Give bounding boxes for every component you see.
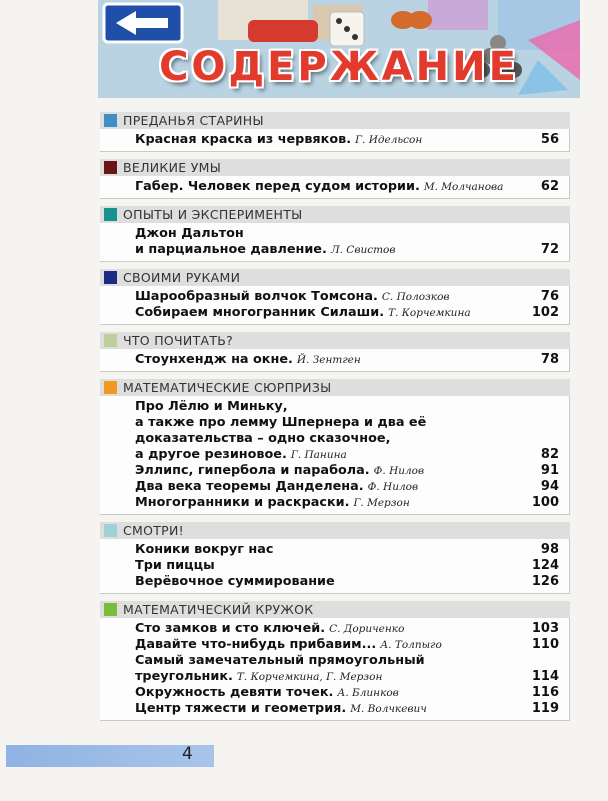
entry-page-number: 103: [531, 621, 559, 636]
section-body: [100, 223, 570, 262]
section-title: ПРЕДАНЬЯ СТАРИНЫ: [123, 113, 264, 128]
section-color-square-icon: [104, 208, 117, 221]
entry-title-line: Про Лёлю и Миньку,: [135, 399, 288, 414]
entry-author: Г. Панина: [290, 449, 347, 461]
entry-title: [135, 226, 533, 258]
entry-title-line: Многогранники и раскраски.: [135, 495, 350, 510]
toc-entry[interactable]: [100, 637, 559, 653]
entry-page-number: 76: [540, 289, 559, 304]
entry-page-number: 91: [540, 463, 559, 478]
entry-title: [135, 621, 524, 637]
entry-title: [135, 132, 533, 148]
section-title: СМОТРИ!: [123, 523, 184, 538]
entry-title-line: Верёвочное суммирование: [135, 574, 335, 589]
entry-title-line: Красная краска из червяков.: [135, 132, 352, 147]
toc-entry[interactable]: [100, 653, 559, 685]
entry-title-line: Собираем многогранник Силаши.: [135, 305, 385, 320]
entry-title: [135, 352, 533, 368]
arrow-sign-icon: [104, 4, 182, 42]
entry-author: Ф. Нилов: [367, 481, 419, 493]
section-header: [100, 332, 570, 349]
section-body: [100, 396, 570, 515]
entry-title-line: Стоунхендж на окне.: [135, 352, 293, 367]
entry-author: Г. Идельсон: [355, 134, 423, 146]
toc-entry[interactable]: [100, 463, 559, 479]
section-header: [100, 206, 570, 223]
entry-title-line: Самый замечательный прямоугольный: [135, 653, 425, 668]
entry-title: [135, 399, 533, 463]
entry-author: Ф. Нилов: [373, 465, 425, 477]
entry-title-line: Центр тяжести и геометрия.: [135, 701, 347, 716]
entry-title-line: Шарообразный волчок Томсона.: [135, 289, 378, 304]
section-title: МАТЕМАТИЧЕСКИЙ КРУЖОК: [123, 602, 314, 617]
entry-author: А. Толпыго: [380, 639, 442, 651]
entry-page-number: 126: [531, 574, 559, 589]
section-color-square-icon: [104, 271, 117, 284]
entry-author: Л. Свистов: [330, 244, 396, 256]
entry-author: А. Блинков: [337, 687, 399, 699]
toc-entry[interactable]: [100, 305, 559, 321]
toc-entry[interactable]: [100, 701, 559, 717]
entry-title: [135, 701, 524, 717]
entry-title: [135, 479, 533, 495]
car-icon: [248, 20, 318, 42]
entry-title-line: Три пиццы: [135, 558, 215, 573]
section-header: [100, 159, 570, 176]
entry-page-number: 94: [540, 479, 559, 494]
section-body: [100, 618, 570, 721]
page-number: 4: [182, 744, 193, 764]
toc-section: [100, 522, 570, 594]
entry-title-line: Эллипс, гипербола и парабола.: [135, 463, 370, 478]
section-title: СВОИМИ РУКАМИ: [123, 270, 241, 285]
toc-entry[interactable]: [100, 574, 559, 590]
entry-page-number: 82: [540, 447, 559, 462]
section-header: [100, 601, 570, 618]
entry-title-line: и парциальное давление.: [135, 242, 327, 257]
header-banner: [98, 0, 580, 98]
entry-author: С. Полозков: [381, 291, 450, 303]
toc-section: [100, 206, 570, 262]
section-body: [100, 539, 570, 594]
section-title: ЧТО ПОЧИТАТЬ?: [123, 333, 234, 348]
entry-author: Г. Мерзон: [353, 497, 410, 509]
entry-title: [135, 653, 524, 685]
entry-author: Т. Корчемкина: [388, 307, 471, 319]
entry-title-line: Два века теоремы Данделена.: [135, 479, 364, 494]
entry-page-number: 62: [540, 179, 559, 194]
entry-title: [135, 637, 524, 653]
toc-entry[interactable]: [100, 132, 559, 148]
toc-entry[interactable]: [100, 542, 559, 558]
toc-section: [100, 112, 570, 152]
entry-title-line: доказательства – одно сказочное,: [135, 431, 391, 446]
entry-title: [135, 495, 524, 511]
dice-icon: [330, 12, 364, 46]
toc-entry[interactable]: [100, 399, 559, 463]
section-color-square-icon: [104, 114, 117, 127]
toc-entry[interactable]: [100, 621, 559, 637]
toc-entry[interactable]: [100, 289, 559, 305]
entry-author: Й. Зентген: [296, 354, 361, 366]
toc-entry[interactable]: [100, 179, 559, 195]
section-color-square-icon: [104, 603, 117, 616]
entry-title: [135, 289, 533, 305]
entry-title-line: Джон Дальтон: [135, 226, 244, 241]
section-body: [100, 349, 570, 372]
entry-author: Т. Корчемкина, Г. Мерзон: [236, 671, 383, 683]
page-title: СОДЕРЖАНИЕ: [159, 44, 519, 90]
entry-title: [135, 542, 533, 558]
entry-page-number: 119: [531, 701, 559, 716]
entry-title-line: Габер. Человек перед судом истории.: [135, 179, 420, 194]
entry-author: М. Молчанова: [423, 181, 504, 193]
entry-title-line: а также про лемму Шпернера и два её: [135, 415, 427, 430]
toc-section: [100, 269, 570, 325]
entry-page-number: 98: [540, 542, 559, 557]
entry-page-number: 100: [531, 495, 559, 510]
entry-author: С. Дориченко: [329, 623, 405, 635]
entry-title: [135, 574, 524, 590]
entry-author: М. Волчкевич: [350, 703, 427, 715]
section-header: [100, 379, 570, 396]
section-title: ОПЫТЫ И ЭКСПЕРИМЕНТЫ: [123, 207, 303, 222]
entry-title-line: Сто замков и сто ключей.: [135, 621, 326, 636]
section-color-square-icon: [104, 381, 117, 394]
section-header: [100, 522, 570, 539]
section-title: МАТЕМАТИЧЕСКИЕ СЮРПРИЗЫ: [123, 380, 332, 395]
entry-page-number: 116: [531, 685, 559, 700]
entry-title: [135, 558, 524, 574]
toc-entry[interactable]: [100, 685, 559, 701]
section-color-square-icon: [104, 161, 117, 174]
toc-section: [100, 601, 570, 721]
entry-page-number: 78: [540, 352, 559, 367]
section-body: [100, 176, 570, 199]
section-color-square-icon: [104, 334, 117, 347]
toc-section: [100, 332, 570, 372]
entry-page-number: 124: [531, 558, 559, 573]
section-header: [100, 269, 570, 286]
entry-title: [135, 685, 524, 701]
table-of-contents: [100, 112, 570, 728]
entry-title-line: Окружность девяти точек.: [135, 685, 334, 700]
entry-title-line: треугольник.: [135, 669, 233, 684]
toc-entry[interactable]: [100, 558, 559, 574]
section-header: [100, 112, 570, 129]
toc-section: [100, 159, 570, 199]
entry-title-line: Коники вокруг нас: [135, 542, 274, 557]
section-body: [100, 286, 570, 325]
entry-page-number: 110: [531, 637, 559, 652]
toc-entry[interactable]: [100, 226, 559, 258]
entry-title: [135, 179, 533, 195]
butterfly-icon: [391, 11, 432, 29]
entry-page-number: 102: [531, 305, 559, 320]
section-title: ВЕЛИКИЕ УМЫ: [123, 160, 222, 175]
entry-title-line: а другое резиновое.: [135, 447, 287, 462]
toc-entry[interactable]: [100, 479, 559, 495]
section-color-square-icon: [104, 524, 117, 537]
entry-page-number: 72: [540, 242, 559, 257]
section-body: [100, 129, 570, 152]
entry-page-number: 56: [540, 132, 559, 147]
entry-page-number: 114: [531, 669, 559, 684]
toc-entry[interactable]: [100, 352, 559, 368]
toc-entry[interactable]: [100, 495, 559, 511]
entry-title-line: Давайте что-нибудь прибавим...: [135, 637, 377, 652]
entry-title: [135, 463, 533, 479]
toc-section: [100, 379, 570, 515]
entry-title: [135, 305, 524, 321]
